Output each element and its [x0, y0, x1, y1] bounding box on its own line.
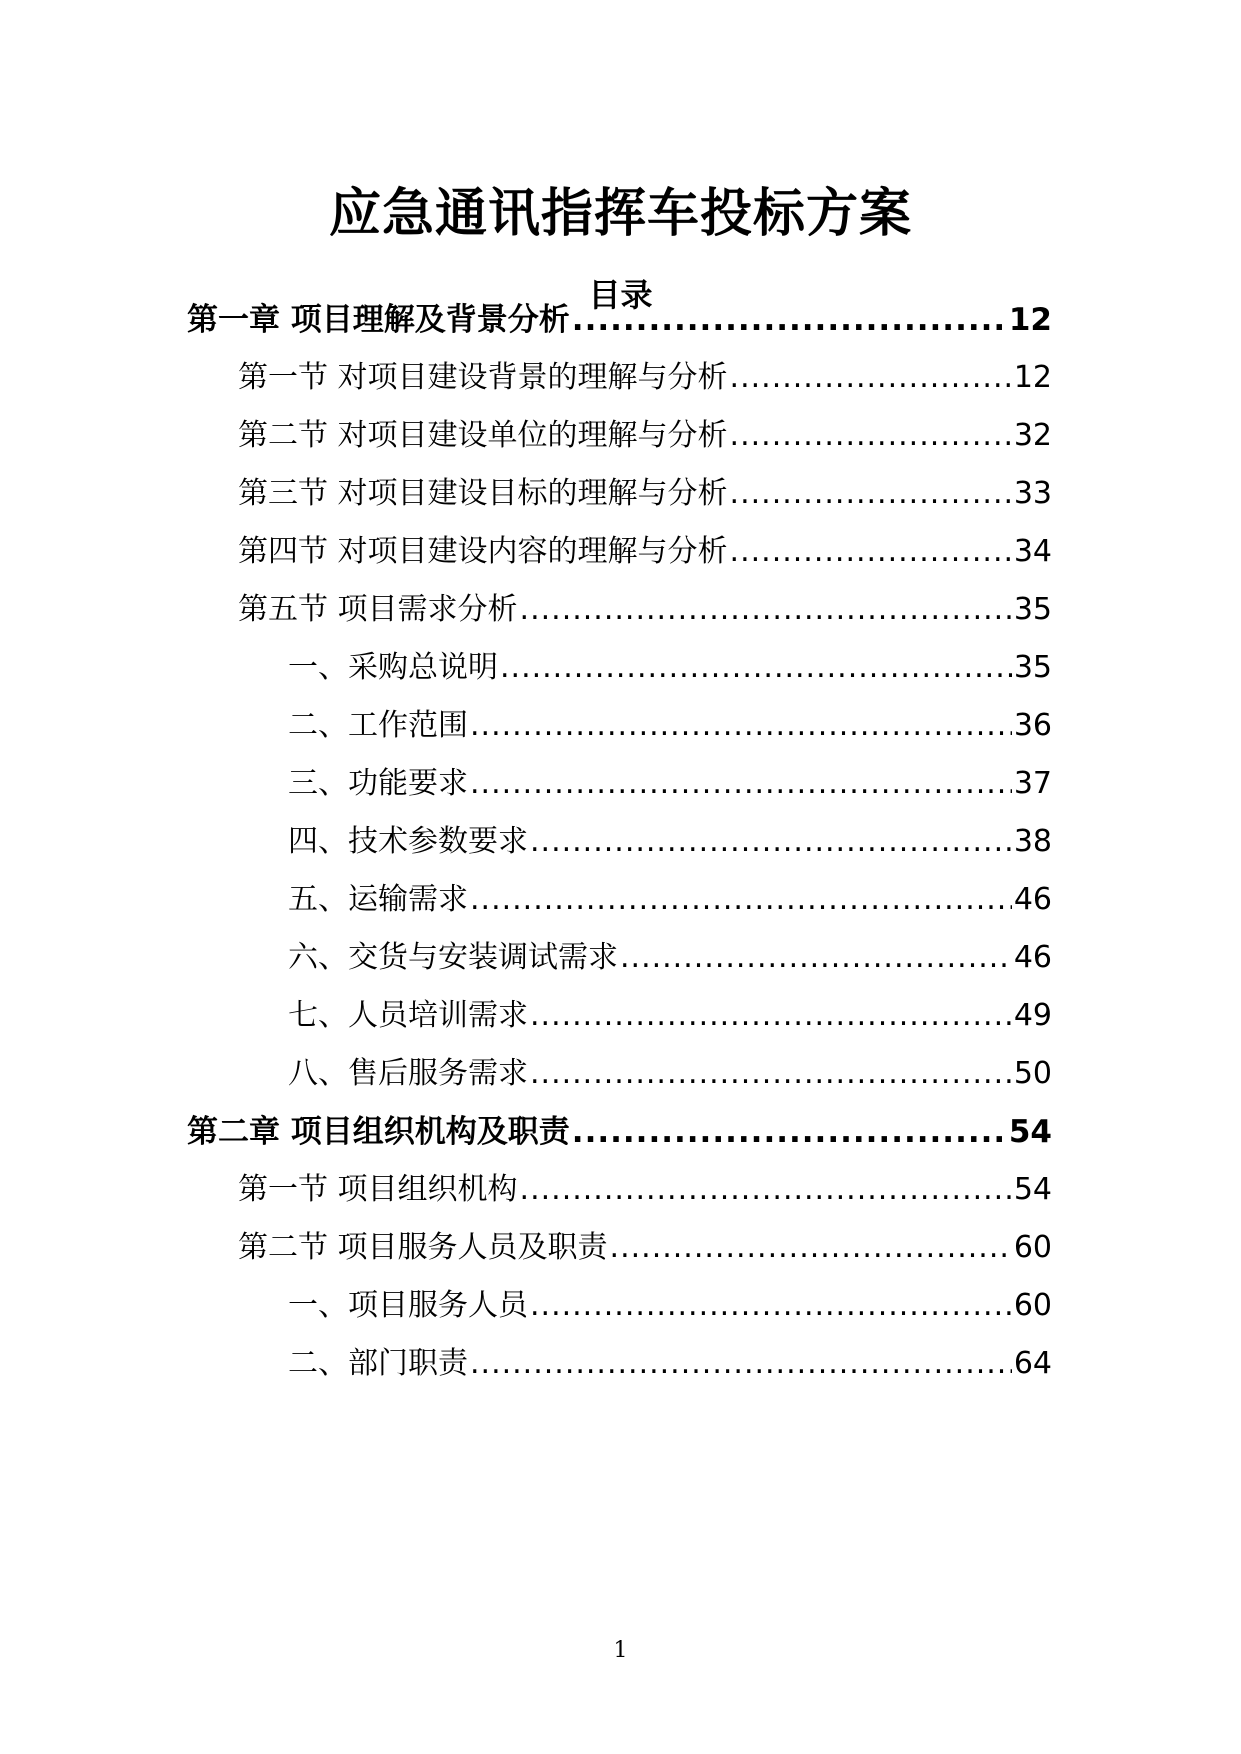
toc-entry-label: 三、功能要求	[288, 766, 468, 801]
toc-dot-leader	[498, 645, 1012, 691]
toc-entry-subsection[interactable]	[288, 877, 1052, 923]
toc-entry-label: 第一节 对项目建设背景的理解与分析	[238, 360, 728, 395]
toc-entry-page: 12	[1008, 302, 1052, 338]
toc-dot-leader	[518, 587, 1012, 633]
toc-entry-label: 八、售后服务需求	[288, 1056, 528, 1091]
toc-dot-leader	[468, 877, 1012, 923]
toc-entry-section[interactable]	[238, 529, 1052, 575]
toc-dot-leader	[570, 297, 1007, 343]
toc-dot-leader	[728, 529, 1012, 575]
toc-entry-page: 12	[1013, 360, 1052, 395]
toc-entry-label: 六、交货与安装调试需求	[288, 940, 618, 975]
toc-entry-label: 第二章 项目组织机构及职责	[187, 1114, 570, 1150]
toc-dot-leader	[608, 1225, 1012, 1271]
toc-heading: 目录	[588, 276, 653, 314]
toc-entry-page: 60	[1013, 1230, 1052, 1265]
toc-dot-leader	[728, 355, 1012, 401]
toc-dot-leader	[528, 1283, 1012, 1329]
toc-entry-page: 34	[1013, 534, 1052, 569]
toc-entry-page: 50	[1013, 1056, 1052, 1091]
toc-entry-page: 49	[1013, 998, 1052, 1033]
toc-entry-section[interactable]	[238, 587, 1052, 633]
toc-dot-leader	[468, 761, 1012, 807]
toc-entry-subsection[interactable]	[288, 1283, 1052, 1329]
toc-entry-subsection[interactable]	[288, 935, 1052, 981]
toc-entry-page: 54	[1013, 1172, 1052, 1207]
toc-entry-label: 二、工作范围	[288, 708, 468, 743]
toc-dot-leader	[468, 1341, 1012, 1387]
toc-dot-leader	[518, 1167, 1012, 1213]
toc-entry-page: 36	[1013, 708, 1052, 743]
toc-dot-leader	[618, 935, 1012, 981]
toc-entry-section[interactable]	[238, 413, 1052, 459]
toc-dot-leader	[468, 703, 1012, 749]
toc-entry-page: 46	[1013, 882, 1052, 917]
toc-dot-leader	[528, 1051, 1012, 1097]
toc-entry-page: 54	[1008, 1114, 1052, 1150]
toc-entry-page: 35	[1013, 592, 1052, 627]
toc-entry-page: 35	[1013, 650, 1052, 685]
toc-entry-page: 46	[1013, 940, 1052, 975]
document-title: 应急通讯指挥车投标方案	[328, 184, 912, 244]
toc-entry-label: 第一节 项目组织机构	[238, 1172, 518, 1207]
page-number: 1	[613, 1638, 628, 1663]
toc-entry-subsection[interactable]	[288, 1051, 1052, 1097]
toc-entry-label: 第三节 对项目建设目标的理解与分析	[238, 476, 728, 511]
toc-entry-label: 七、人员培训需求	[288, 998, 528, 1033]
toc-entry-page: 64	[1013, 1346, 1052, 1381]
toc-entry-subsection[interactable]	[288, 761, 1052, 807]
toc-entry-subsection[interactable]	[288, 645, 1052, 691]
toc-dot-leader	[528, 819, 1012, 865]
toc-entry-chapter[interactable]	[187, 297, 1052, 343]
toc-entry-label: 第二节 对项目建设单位的理解与分析	[238, 418, 728, 453]
toc-entry-page: 32	[1013, 418, 1052, 453]
toc-entry-label: 四、技术参数要求	[288, 824, 528, 859]
toc-entry-label: 第一章 项目理解及背景分析	[187, 302, 570, 338]
toc-entry-label: 二、部门职责	[288, 1346, 468, 1381]
toc-entry-section[interactable]	[238, 355, 1052, 401]
toc-entry-label: 第二节 项目服务人员及职责	[238, 1230, 608, 1265]
toc-entry-page: 38	[1013, 824, 1052, 859]
toc-dot-leader	[528, 993, 1012, 1039]
toc-entry-chapter[interactable]	[187, 1109, 1052, 1155]
toc-entry-page: 33	[1013, 476, 1052, 511]
toc-dot-leader	[570, 1109, 1007, 1155]
toc-entry-subsection[interactable]	[288, 993, 1052, 1039]
toc-entry-label: 一、采购总说明	[288, 650, 498, 685]
toc-entry-page: 60	[1013, 1288, 1052, 1323]
toc-entry-section[interactable]	[238, 471, 1052, 517]
toc-entry-label: 一、项目服务人员	[288, 1288, 528, 1323]
toc-entry-page: 37	[1013, 766, 1052, 801]
toc-entry-subsection[interactable]	[288, 1341, 1052, 1387]
toc-dot-leader	[728, 471, 1012, 517]
toc-entry-label: 五、运输需求	[288, 882, 468, 917]
toc-entry-subsection[interactable]	[288, 703, 1052, 749]
toc-entry-label: 第五节 项目需求分析	[238, 592, 518, 627]
toc-dot-leader	[728, 413, 1012, 459]
toc-entry-section[interactable]	[238, 1225, 1052, 1271]
toc-entry-label: 第四节 对项目建设内容的理解与分析	[238, 534, 728, 569]
toc-entry-section[interactable]	[238, 1167, 1052, 1213]
toc-entry-subsection[interactable]	[288, 819, 1052, 865]
